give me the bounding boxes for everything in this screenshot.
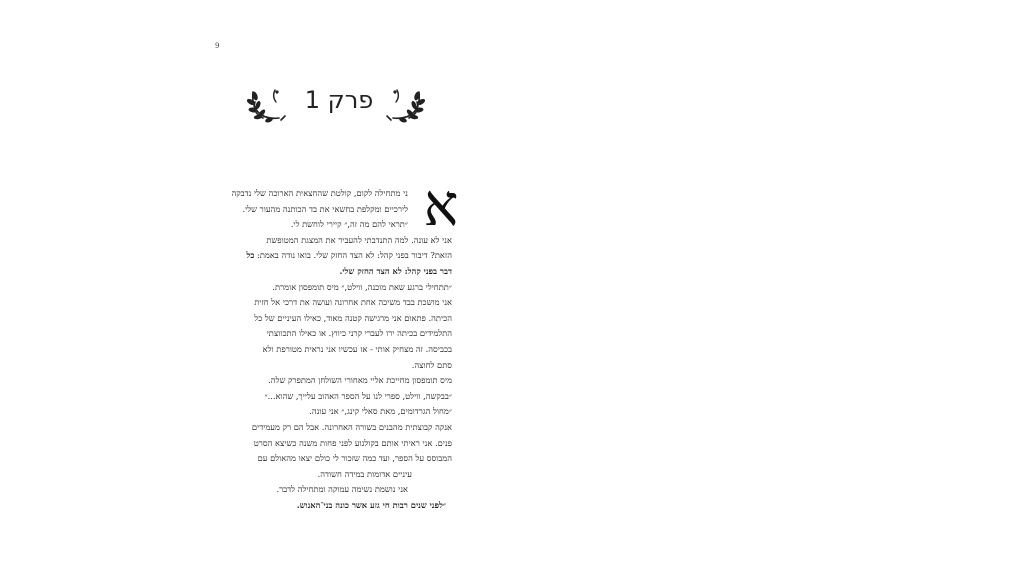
text-line: ני מתחילה לקום, קולטת שהחצאית הארוכה שלי נדבקה xyxy=(231,188,408,198)
chapter-heading xyxy=(245,80,445,130)
text-line: הזאת? דיבור בפני קהל: לא הצד החזק שלי. בואו נודה באמת: כל xyxy=(246,250,452,261)
text-line: התלמידים בכיתה ירו לעברי קרני כיווץ. או כאילו התכווצתי xyxy=(266,328,452,339)
text-line: אני לא עונה. למה התנדבתי להעביר את המצגת המטופשת xyxy=(266,234,452,245)
text-line: מיס תומפסון מחייכת אליי מאחורי השולחן המתפרק שלה. xyxy=(268,375,452,386)
text-line: אני נושמת נשימה עמוקה ומתחילה לדבר. xyxy=(276,484,408,495)
laurel-left-icon xyxy=(245,84,287,126)
chapter-body-text xyxy=(212,186,452,513)
drop-cap-letter: א xyxy=(423,171,459,239)
text-line: ״לפני שנים רבות חי גזע אשר כונה בני־האנוש. xyxy=(296,499,446,510)
text-line: אנקה קבוצתית מהבנים בשורה האחרונה. אבל הם רק מעמידים xyxy=(251,421,452,432)
text-line: עיניים אדומות במידה חשודה. xyxy=(317,468,412,479)
laurel-right-icon xyxy=(385,84,427,126)
text-line: אני מושכת בבד משיכה אחת אחרונה ועושה את דרכי אל חזית xyxy=(254,297,452,308)
text-line: הכיתה. פתאום אני מרגישה קטנה מאוד, כאילו העיניים של כל xyxy=(254,312,452,323)
text-line: פנים. אני ראיתי אותם בקולנוע לפני פחות משנה כשיצא הסרט xyxy=(253,437,452,448)
chapter-title: פרק 1 xyxy=(304,86,374,114)
text-line: לירכיים ומקלפת בחשאי את בד הכותנה מהעור שלי. xyxy=(242,203,408,214)
text-line: דבר בפני קהל: לא הצד החזק שלי. xyxy=(339,265,452,276)
bold-word: כל xyxy=(246,250,255,261)
text-line: ״תתחילי ברגע שאת מוכנה, ווילט,״ מיס תומפסון אומרת. xyxy=(272,281,452,292)
text-line: בכביסה. זה מצחיק אותי - אז עכשיו אני נראית מטורפת ולא xyxy=(262,343,452,354)
text-line: המבוסס על הספר, ועד כמה שזכור לי כולם יצאו מהאולם עם xyxy=(257,453,452,464)
text-line: סתם לחוצה. xyxy=(411,359,452,370)
text-line: ״בבקשה, ווילט, ספרי לנו על הספר האהוב עלייך, שהוא...״ xyxy=(264,390,452,401)
page-number: 9 xyxy=(215,42,220,50)
text-line: ״מחול הגרדומים, מאת סאלי קינג,״ אני עונה. xyxy=(309,406,452,417)
text-line: ״תראי להם מה זה,״ קיירי לוחשת לי. xyxy=(290,219,408,230)
